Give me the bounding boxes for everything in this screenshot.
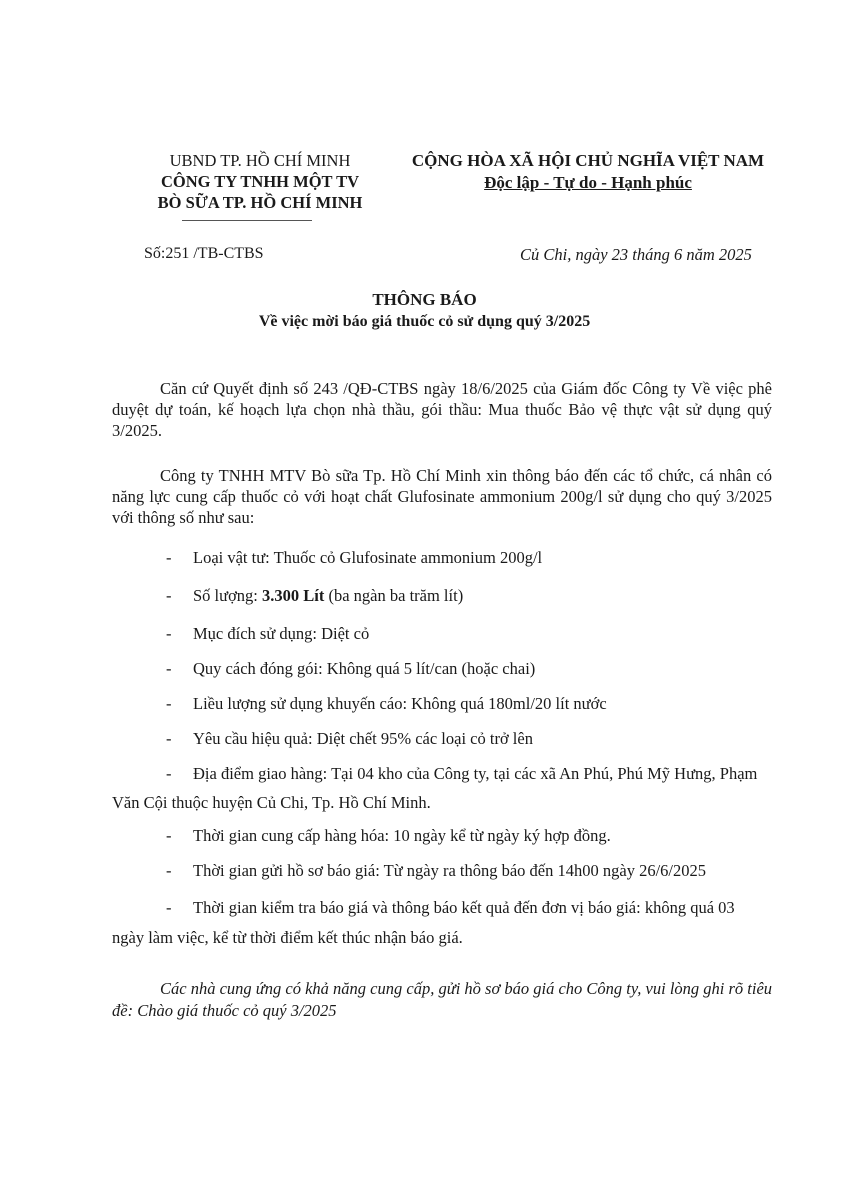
company-name-line1: CÔNG TY TNHH MỘT TV — [160, 172, 360, 191]
document-subtitle: Về việc mời báo giá thuốc cỏ sử dụng quý 3/2025 — [258, 313, 591, 330]
parent-authority: UBND TP. HỒ CHÍ MINH — [169, 151, 351, 170]
review-time: Thời gian kiểm tra báo giá và thông báo kết quả đến đơn vị báo giá: không quá 03 — [193, 898, 735, 917]
closing-note — [112, 978, 782, 1022]
review-time-continued: ngày làm việc, kể từ thời điểm kết thúc nhận báo giá. — [112, 928, 463, 947]
quote-submission-time: Thời gian gửi hồ sơ báo giá: Từ ngày ra thông báo đến 14h00 ngày 26/6/2025 — [193, 861, 706, 880]
paragraph-legal-basis — [112, 378, 772, 441]
efficacy: Yêu cầu hiệu quả: Diệt chết 95% các loại cỏ trở lên — [193, 729, 533, 748]
organization-header — [130, 150, 390, 213]
quantity: Số lượng: 3.300 Lít (ba ngàn ba trăm lít) — [193, 586, 464, 605]
document-number: Số:251 /TB-CTBS — [144, 245, 264, 262]
national-title: CỘNG HÒA XÃ HỘI CHỦ NGHĨA VIỆT NAM — [411, 151, 765, 170]
purpose: Mục đích sử dụng: Diệt cỏ — [193, 624, 370, 643]
delivery-location: Địa điểm giao hàng: Tại 04 kho của Công ty, tại các xã An Phú, Phú Mỹ Hưng, Phạm — [193, 764, 758, 783]
paragraph-legal-basis-text: Căn cứ Quyết định số 243 /QĐ-CTBS ngày 18/6/2025 của Giám đốc Công ty Về việc phê duyệt dự toán, kế hoạch lựa chọn nhà thầu, gói thầu: Mua thuốc Bảo vệ thực vật sử dụng quý 3/2025. — [112, 379, 772, 440]
supply-time: Thời gian cung cấp hàng hóa: 10 ngày kể từ ngày ký hợp đồng. — [193, 826, 611, 845]
closing-note-text: Các nhà cung ứng có khả năng cung cấp, gửi hồ sơ báo giá cho Công ty, vui lòng ghi rõ tiêu đề: Chào giá thuốc cỏ quý 3/2025 — [112, 979, 773, 1020]
document-title: THÔNG BÁO — [372, 290, 477, 309]
paragraph-announcement — [112, 465, 772, 528]
material-type: Loại vật tư: Thuốc cỏ Glufosinate ammonium 200g/l — [193, 548, 543, 567]
document-date: Củ Chi, ngày 23 tháng 6 năm 2025 — [520, 245, 752, 264]
paragraph-announcement-text: Công ty TNHH MTV Bò sữa Tp. Hồ Chí Minh xin thông báo đến các tổ chức, cá nhân có năng lực cung cấp thuốc cỏ với hoạt chất Glufosinate ammonium 200g/l sử dụng cho quý 3/2025 với thông số như sau: — [112, 466, 772, 527]
header-divider — [182, 220, 312, 221]
dosage: Liều lượng sử dụng khuyến cáo: Không quá 180ml/20 lít nước — [193, 694, 607, 713]
national-motto: Độc lập - Tự do - Hạnh phúc — [484, 173, 692, 192]
national-header — [388, 150, 788, 194]
delivery-location-continued: Văn Cội thuộc huyện Củ Chi, Tp. Hồ Chí Minh. — [112, 793, 431, 812]
company-name-line2: BÒ SỮA TP. HỒ CHÍ MINH — [157, 193, 363, 212]
packaging: Quy cách đóng gói: Không quá 5 lít/can (hoặc chai) — [193, 659, 536, 678]
